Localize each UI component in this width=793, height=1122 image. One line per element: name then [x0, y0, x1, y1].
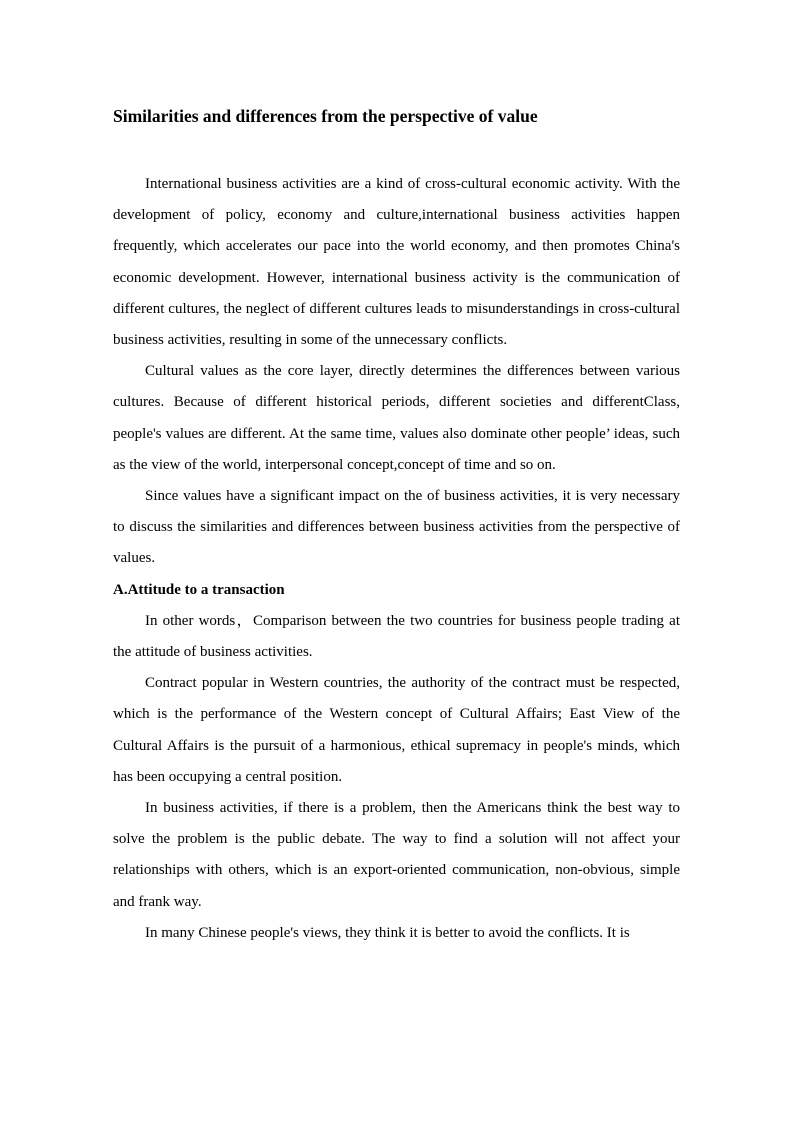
document-title: Similarities and differences from the perspective of value — [113, 106, 538, 126]
paragraph-americans: In business activities, if there is a problem, then the Americans think the best way to solve the problem is the public debate. The way to find a solution will not affect your relationships with others, which is an export-oriented communication, non-obvious, simple and frank way. — [113, 800, 680, 910]
paragraph-comparison: In other words，Comparison between the two countries for business people trading at the attitude of business activities. — [113, 612, 680, 661]
paragraph-contract: Contract popular in Western countries, the authority of the contract must be respected, which is the performance of the Western concept of Cultural Affairs; East View of the Cultural Affairs is the pursuit of a harmonious, ethical supremacy in people's minds, which has been occupying a central position. — [113, 675, 680, 785]
title-spacer — [113, 132, 680, 169]
document-page — [113, 100, 680, 949]
paragraph-values-impact: Since values have a significant impact on the of business activities, it is very necessary to discuss the similarities and differences between business activities from the perspective of values. — [113, 488, 680, 567]
paragraph-cultural-values: Cultural values as the core layer, directly determines the differences between various cultures. Because of different historical periods, different societies and differentClass, people's values are different. At the same time, values also dominate other people’ ideas, such as the view of the world, interpersonal concept,concept of time and so on. — [113, 363, 680, 473]
paragraph-chinese: In many Chinese people's views, they think it is better to avoid the conflicts. It is — [145, 924, 630, 941]
section-a-heading: A.Attitude to a transaction — [113, 581, 285, 598]
paragraph-intro: International business activities are a kind of cross-cultural economic activity. With the development of policy, economy and culture,international business activities happen frequently, which accelerates our pace into the world economy, and then promotes China's economic development. However, international business activity is the communication of different cultures, the neglect of different cultures leads to misunderstandings in cross-cultural business activities, resulting in some of the unnecessary conflicts. — [113, 176, 680, 349]
